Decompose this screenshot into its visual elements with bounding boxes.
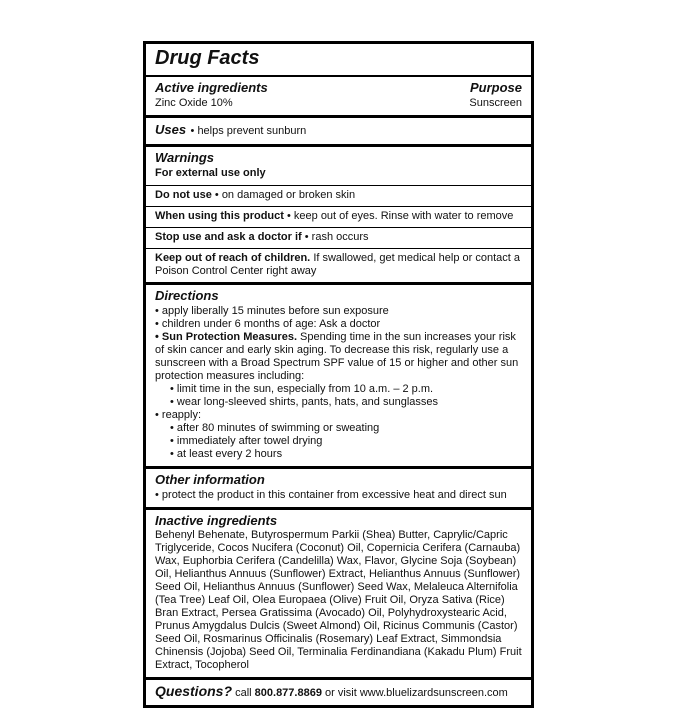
- directions-heading: Directions: [155, 287, 219, 303]
- warnings-heading: Warnings: [155, 149, 214, 165]
- directions-subitem: • wear long-sleeved shirts, pants, hats, and sunglasses: [170, 395, 438, 408]
- questions-post-text: or visit www.bluelizardsunscreen.com: [325, 687, 508, 700]
- directions-subitem: • limit time in the sun, especially from 10 a.m. – 2 p.m.: [170, 382, 434, 395]
- directions-item: • apply liberally 15 minutes before sun exposure: [155, 304, 389, 317]
- questions-phone-number: 800.877.8869: [254, 687, 322, 700]
- directions-item-lead: • Sun Protection Measures.: [155, 330, 297, 343]
- directions-subitem: • after 80 minutes of swimming or sweating: [170, 421, 380, 434]
- directions-item: • children under 6 months of age: Ask a doctor: [155, 317, 381, 330]
- warning-row-lead: Keep out of reach of children.: [155, 251, 311, 264]
- inactive-ingredients-section: [146, 510, 531, 681]
- directions-subitem: • immediately after towel drying: [170, 434, 323, 447]
- uses-text: • helps prevent sunburn: [190, 124, 307, 137]
- directions-item: • reapply:: [155, 408, 202, 421]
- active-ingredients-section: [146, 77, 531, 118]
- questions-pre-text: call: [235, 687, 252, 700]
- drug-facts-label: [143, 41, 534, 708]
- questions-heading: Questions?: [155, 683, 233, 700]
- inactive-ingredients-heading: Inactive ingredients: [155, 512, 278, 528]
- directions-section: [146, 285, 531, 469]
- warning-row-text: • on damaged or broken skin: [214, 188, 356, 201]
- warning-row-keep-out-of-reach: [146, 249, 531, 285]
- warning-row-text: If swallowed, get medical help or contact a Poison Control Center right away: [155, 251, 520, 277]
- warning-row-text: • keep out of eyes. Rinse with water to remove: [287, 209, 514, 222]
- inactive-ingredients-text: Behenyl Behenate, Butyrospermum Parkii (Shea) Butter, Caprylic/Capric Triglyceride, Cocos Nucifera (Coconut) Oil, Copernicia Cerifera (Carnauba) Wax, Euphorbia Cerifera (Candelilla) Wax, Flavor, Glycine Soja (Soybean) Oil, Helianthus Annuus (Sunflower) Extract, Helianthus Annuus (Sunflower) Seed Oil, Helianthus Annuus (Sunflower) Seed Wax, Melaleuca Alternifolia (Tea Tree) Leaf Oil, Olea Europaea (Olive) Fruit Oil, Oryza Sativa (Rice) Bran Extract, Persea Gratissima (Avocado) Oil, Polyhydroxystearic Acid, Prunus Amygdalus Dulcis (Sweet Almond) Oil, Ricinus Communis (Castor) Seed Oil, Rosmarinus Officinalis (Rosemary) Leaf Extract, Simmondsia Chinensis (Jojoba) Seed Oil, Terminalia Ferdinandiana (Kakadu Plum) Fruit Extract, Tocopherol: [155, 529, 522, 672]
- warning-row-text: • rash occurs: [304, 230, 369, 243]
- uses-heading: Uses: [155, 121, 187, 137]
- directions-item-text: Spending time in the sun increases your risk of skin cancer and early skin aging. To decrease this risk, regularly use a sunscreen with a Broad Spectrum SPF value of 15 or higher and other sun protection measures including:: [155, 330, 519, 382]
- warning-row-stop-use: [146, 228, 531, 249]
- warning-row-lead: When using this product: [155, 209, 284, 222]
- warning-row-lead: Do not use: [155, 188, 212, 201]
- purpose-value: Sunscreen: [469, 96, 522, 109]
- directions-subitem: • at least every 2 hours: [170, 447, 283, 460]
- uses-section: [146, 118, 531, 147]
- warnings-intro: [146, 147, 531, 186]
- warnings-section: [146, 147, 531, 285]
- drug-facts-title: Drug Facts: [146, 44, 531, 77]
- questions-section: [146, 680, 531, 705]
- warning-row-when-using: [146, 207, 531, 228]
- active-ingredient-value: Zinc Oxide 10%: [155, 96, 233, 109]
- external-use-text: For external use only: [155, 166, 266, 179]
- warning-row-do-not-use: [146, 186, 531, 207]
- other-information-section: [146, 469, 531, 510]
- other-information-heading: Other information: [155, 471, 265, 487]
- warning-row-lead: Stop use and ask a doctor if: [155, 230, 302, 243]
- purpose-heading: Purpose: [469, 80, 522, 95]
- other-information-text: • protect the product in this container from excessive heat and direct sun: [155, 488, 507, 501]
- directions-item-sun-protection: [155, 331, 522, 383]
- active-ingredients-heading: Active ingredients: [155, 80, 268, 95]
- purpose-column: [469, 80, 522, 110]
- active-ingredients-column: [155, 80, 268, 110]
